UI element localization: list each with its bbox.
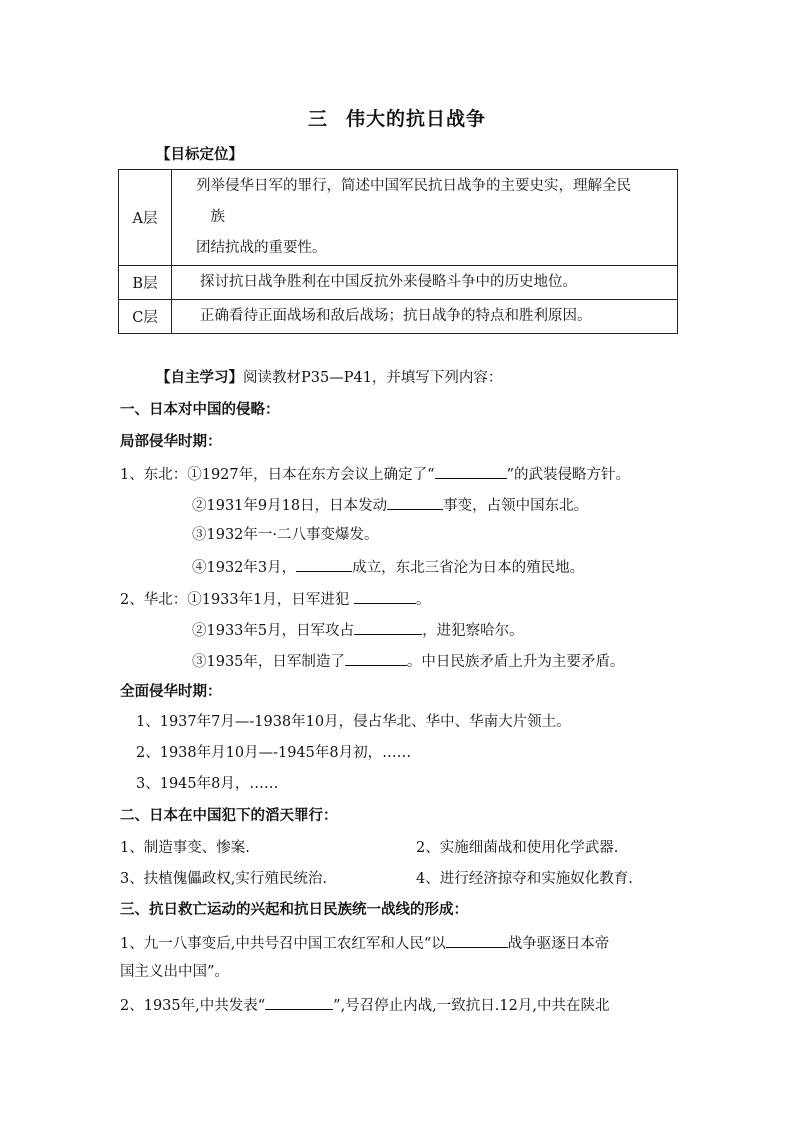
fill-blank[interactable]	[345, 650, 407, 666]
text: 战争驱逐日本帝	[507, 936, 610, 952]
text: 。中日民族矛盾上升为主要矛盾。	[406, 654, 625, 670]
text: 。	[415, 592, 431, 608]
full-invasion-item-2: 2、1938年月10月—-1945年8月初，……	[136, 745, 412, 761]
text: ④1932年3月，	[192, 560, 297, 576]
goal-row-c	[119, 300, 678, 334]
text: ，进犯察哈尔。	[422, 623, 524, 639]
fill-blank[interactable]	[265, 994, 333, 1010]
text: 成立，东北三省沦为日本的殖民地。	[352, 560, 585, 576]
text: 1、九一八事变后,中共号召中国工农红军和人民“以	[120, 936, 446, 952]
self-study-line	[156, 368, 502, 388]
section-3-para-2	[120, 994, 609, 1016]
section-2-heading: 二、日本在中国犯下的滔天罪行：	[120, 808, 338, 824]
goal-row-a	[119, 170, 678, 266]
northeast-item-3: ③1932年一·二八事变爆发。	[192, 527, 379, 543]
full-invasion-item-1: 1、1937年7月—-1938年10月，侵占华北、华中、华南大片领土。	[136, 714, 571, 730]
title-number: 三	[307, 108, 328, 130]
fill-blank[interactable]	[296, 556, 352, 572]
text: 事变，占领中国东北。	[443, 498, 589, 514]
northchina-item-3	[192, 650, 624, 672]
goals-table	[118, 169, 678, 334]
fill-blank[interactable]	[435, 463, 507, 479]
goal-text	[172, 170, 678, 266]
goal-level: C层	[119, 300, 172, 334]
full-invasion-item-3: 3、1945年8月，……	[136, 776, 279, 792]
goal-row-b	[119, 266, 678, 300]
northeast-prefix: 1、东北：	[120, 467, 188, 483]
text: ①1933年1月，日军进犯	[187, 592, 354, 608]
text: ”,号召停止内战,一致抗日.12月,中共在陕北	[333, 998, 610, 1014]
goal-text	[172, 300, 678, 334]
title-text: 伟大的抗日战争	[346, 108, 487, 130]
crime-item-4: 4、进行经济掠夺和实施奴化教育.	[416, 871, 633, 887]
fill-blank[interactable]	[354, 588, 416, 604]
northeast-item-2	[192, 494, 588, 516]
text: ②1931年9月18日，日本发动	[192, 498, 388, 514]
text: ”的武装侵略方针。	[506, 467, 630, 483]
goal-level: B层	[119, 266, 172, 300]
crime-item-3: 3、扶植傀儡政权,实行殖民统治.	[120, 871, 327, 887]
self-study-label: 【自主学习】	[156, 370, 243, 386]
crime-item-2: 2、实施细菌战和使用化学武器.	[416, 840, 619, 856]
text: ②1933年5月，日军攻占	[192, 623, 355, 639]
northchina-item-1	[120, 588, 430, 610]
fill-blank[interactable]	[354, 619, 422, 635]
goal-level: A层	[119, 170, 172, 266]
section-3-para-1	[120, 932, 609, 954]
goal-line: 族	[196, 209, 225, 225]
full-invasion-heading: 全面侵华时期：	[120, 684, 222, 700]
section-3-heading: 三、抗日救亡运动的兴起和抗日民族统一战线的形成：	[120, 902, 468, 918]
page-title	[0, 104, 794, 131]
text: ①1927年，日本在东方会议上确定了“	[187, 467, 435, 483]
section-1-heading: 一、日本对中国的侵略：	[120, 402, 280, 418]
northeast-item-4	[192, 556, 584, 578]
self-study-text: 阅读教材P35—P41，并填写下列内容：	[243, 370, 503, 386]
local-invasion-heading: 局部侵华时期：	[120, 434, 222, 450]
goal-line: 列举侵华日军的罪行，简述中国军民抗日战争的主要史实，理解全民	[196, 178, 631, 194]
text: 2、1935年,中共发表“	[120, 998, 266, 1014]
text: ③1935年，日军制造了	[192, 654, 345, 670]
northeast-item-1	[120, 463, 630, 485]
goal-line: 探讨抗日战争胜利在中国反抗外来侵略斗争中的历史地位。	[200, 274, 577, 290]
fill-blank[interactable]	[446, 932, 508, 948]
northchina-prefix: 2、华北：	[120, 592, 188, 608]
crime-item-1: 1、制造事变、惨案.	[120, 840, 250, 856]
goal-line: 团结抗战的重要性。	[196, 240, 327, 256]
northchina-item-2	[192, 619, 524, 641]
goal-line: 正确看待正面战场和敌后战场；抗日战争的特点和胜利原因。	[200, 308, 592, 324]
goal-heading: 【目标定位】	[156, 147, 243, 163]
fill-blank[interactable]	[387, 494, 443, 510]
section-3-para-1-cont: 国主义出中国”。	[120, 964, 229, 980]
goal-text	[172, 266, 678, 300]
